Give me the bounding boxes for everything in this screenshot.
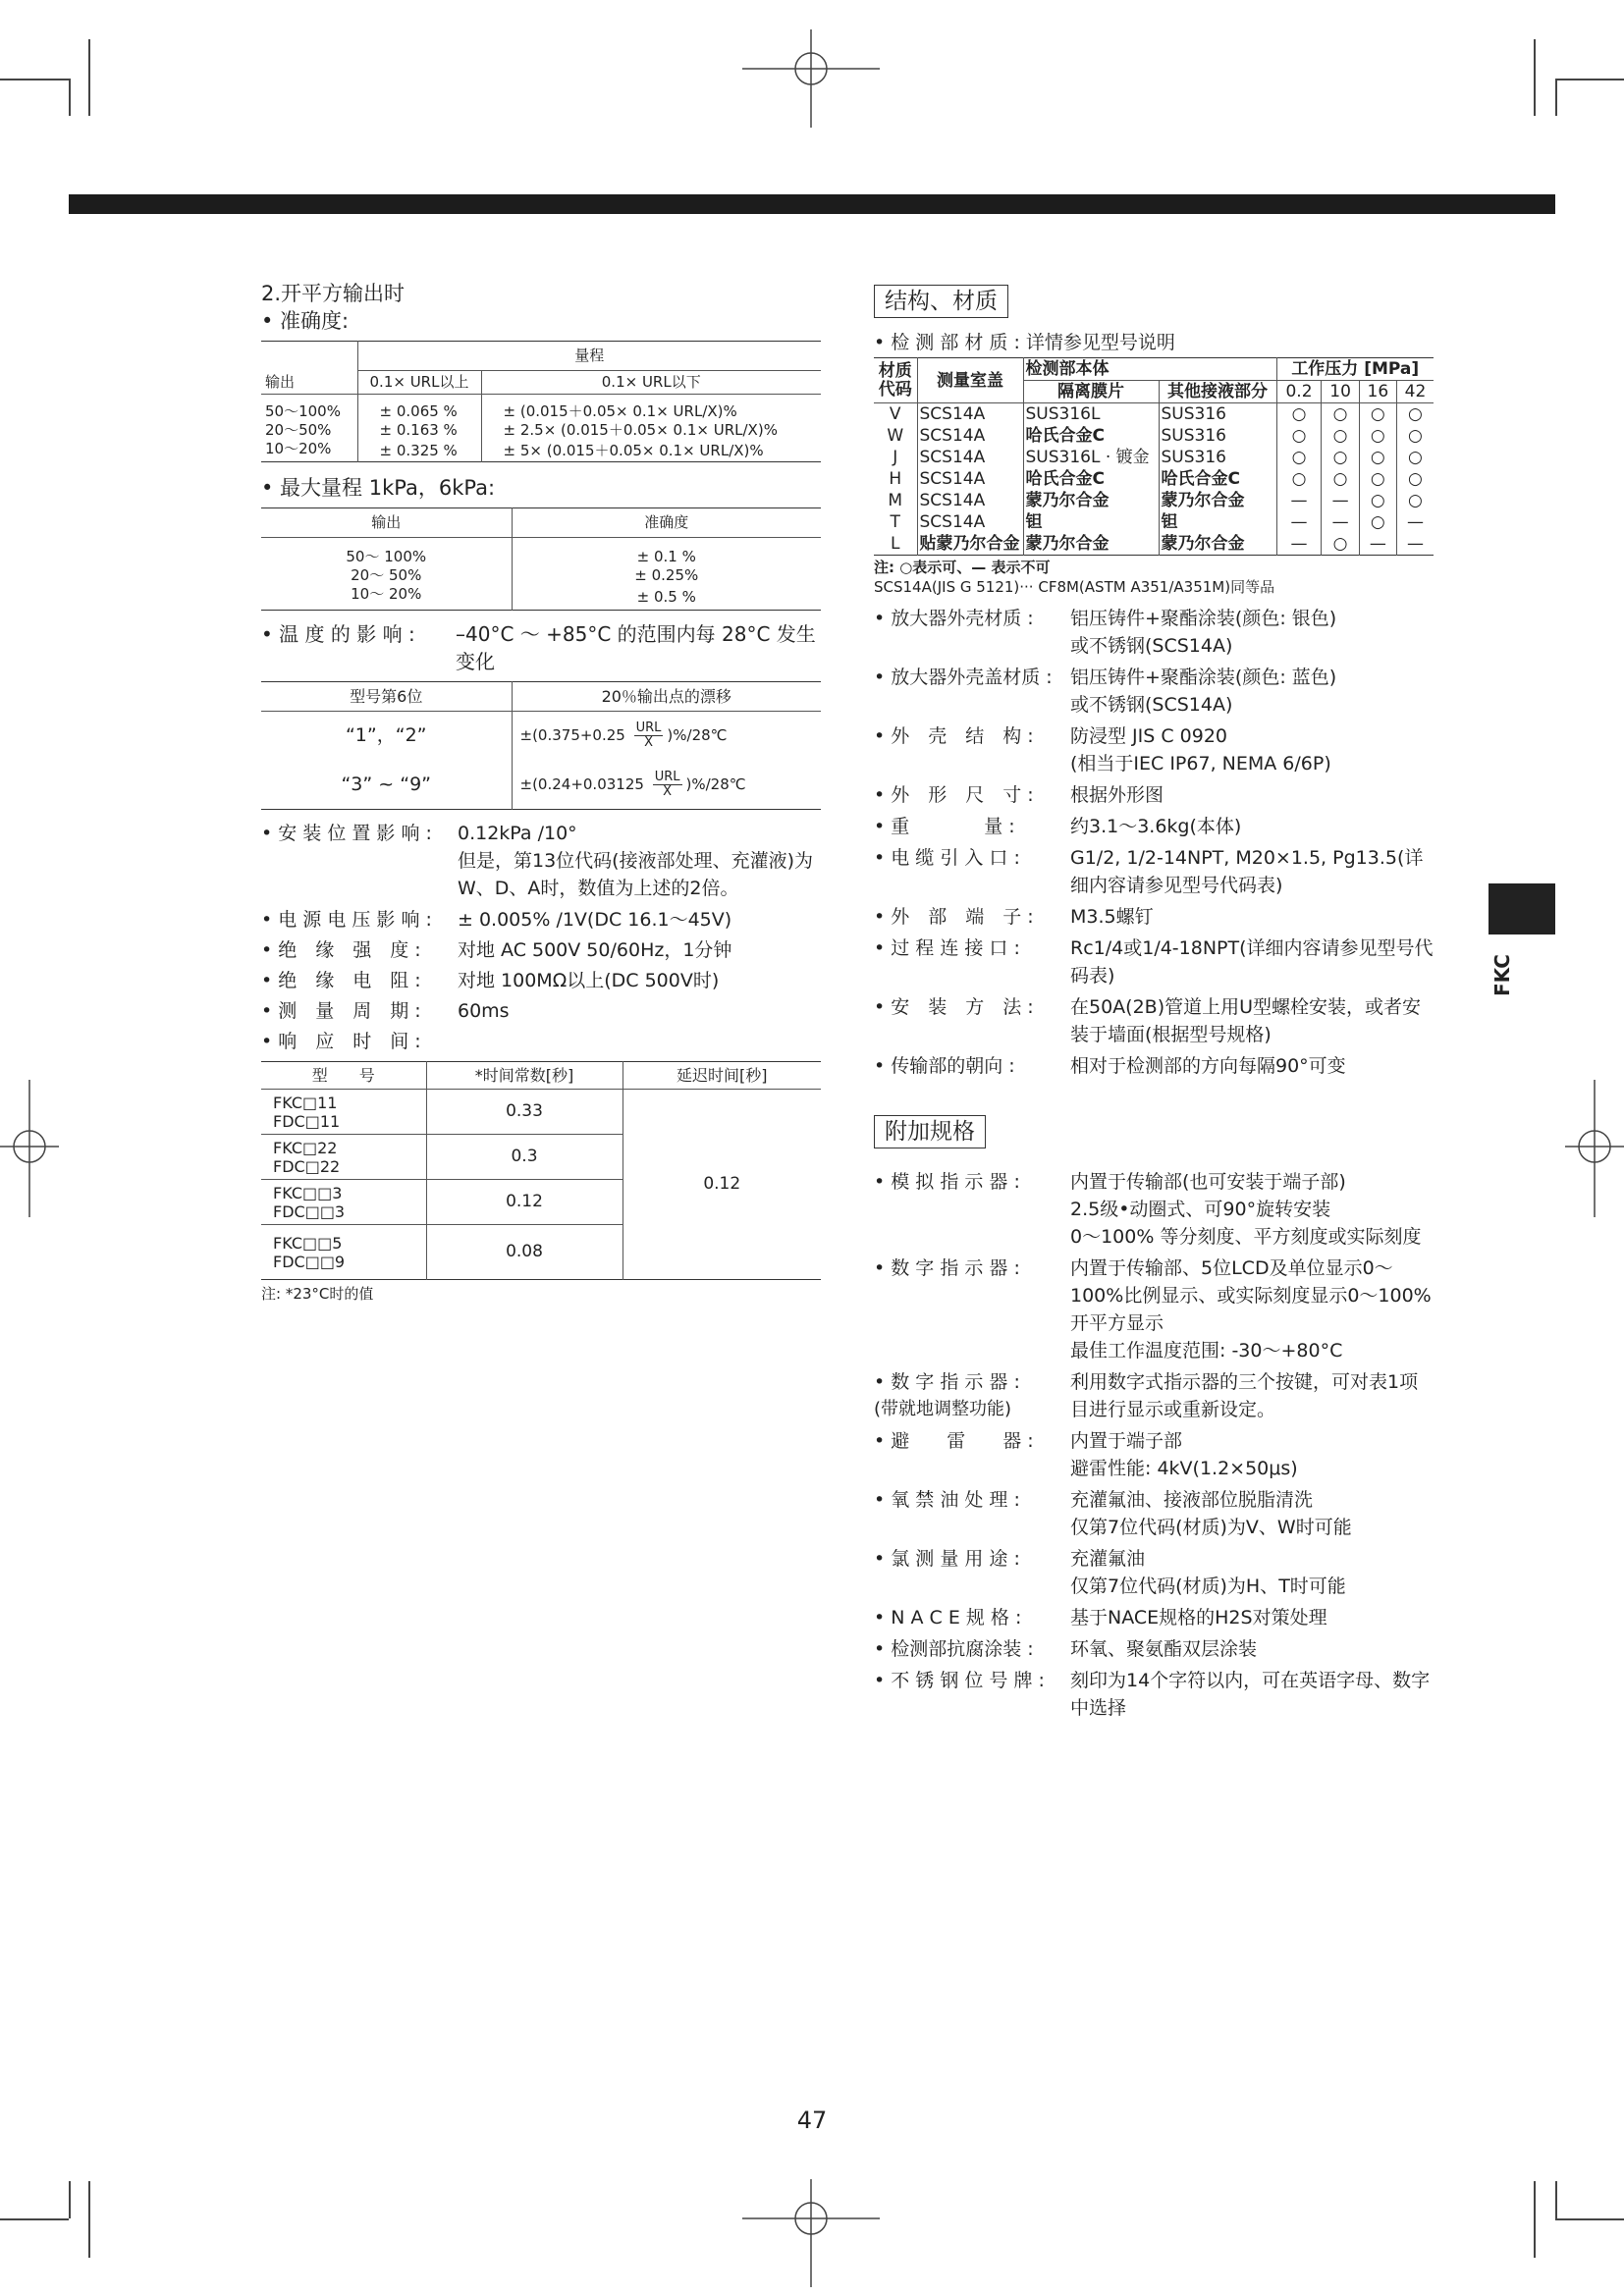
row-out: 50～ 100% [261,538,512,567]
spec-value: (相当于IEC IP67, NEMA 6/6P) [1070,753,1331,774]
maxrange-table [261,507,821,611]
spec-key: • 数 字 指 示 器 : [874,1371,1020,1393]
press-mark: ○ [1396,468,1434,490]
crop-mark [88,39,90,116]
spec-key: (带就地调整功能) [874,1399,1012,1419]
spec-key: • 检测部抗腐涂装 : [874,1638,1034,1660]
cover: 贴蒙乃尔合金 [917,533,1023,556]
spec-value: 充灌氟油、接液部位脱脂清洗 [1070,1489,1314,1511]
fraction [634,721,664,750]
press-mark: ○ [1396,403,1434,426]
spec-key: • 过 程 连 接 口 : [874,937,1020,959]
spec-value: 基于NACE规格的H2S对策处理 [1070,1607,1327,1629]
spec-row [874,1635,1434,1663]
spec-value: 铝压铸件+聚酯涂装(颜色: 银色) [1070,608,1337,629]
col-press-value: 16 [1359,381,1396,403]
spec-key: • 温 度 的 影 响 : [261,622,415,646]
spec-key: • 氯 测 量 用 途 : [874,1548,1020,1570]
spec-key: • 放大器外壳材质 : [874,608,1034,629]
other: 蒙乃尔合金 [1159,490,1276,511]
spec-key [261,847,458,902]
crop-mark [69,2181,71,2218]
crop-mark [1555,79,1624,80]
model-line: FDC□11 [273,1111,341,1131]
cover: SCS14A [917,447,1023,468]
code: J [893,448,898,467]
spec-row [874,993,1434,1048]
spec-row [874,1455,1434,1482]
spec-value: 对地 100MΩ以上(DC 500V时) [458,970,720,991]
spec-row [874,934,1434,989]
spec-row [874,813,1434,840]
material-note: SCS14A(JIS G 5121)··· CF8M(ASTM A351/A351M)同等品 [874,578,1275,596]
spec-value-line: 变化 [456,650,495,673]
other: SUS316 [1159,403,1276,426]
press-mark: ○ [1359,511,1396,533]
left-column [261,280,821,1304]
formula-suffix: )%/28℃ [667,726,728,745]
spec-value: M3.5螺钉 [1070,906,1154,928]
response-note: 注: *23°C时的值 [261,1285,374,1303]
section-heading-structure: 结构、材质 [874,285,1008,318]
row-model [261,1090,426,1135]
col-cover: 测量室盖 [917,358,1023,403]
code: H [889,469,902,489]
spec-key: • 模 拟 指 示 器 : [874,1171,1020,1193]
registration-mark [742,29,880,128]
press-mark: ○ [1276,447,1322,468]
spec-key: • 安 装 位 置 影 响 : [261,823,432,844]
spec-value: 环氧、聚氨酯双层涂装 [1070,1638,1258,1660]
press-mark: ○ [1396,490,1434,511]
spec-value: 刻印为14个字符以内，可在英语字母、数字中选择 [1070,1670,1431,1719]
spec-key [874,1223,1070,1251]
crop-mark [69,79,71,116]
spec-value: 内置于端子部 [1070,1430,1183,1452]
spec-row [874,781,1434,809]
crop-mark [1555,2181,1557,2218]
section-title: 2.开平方输出时 [261,282,406,305]
spec-key: • N A C E 规 格 : [874,1607,1022,1629]
col-b: 0.1× URL以下 [481,371,821,395]
spec-row [874,1427,1434,1455]
spec-value-line: –40°C ～ +85°C 的范围内每 28°C 发生 [456,622,816,646]
row-out: 20～50% [265,421,332,439]
spec-value [1070,1396,1434,1423]
spec-row [261,997,821,1025]
spec-row [261,847,821,902]
cover: SCS14A [917,468,1023,490]
spec-row [874,1255,1434,1337]
col-model: 型 号 [311,1066,375,1085]
model-line: FKC□□5 [273,1233,343,1253]
col-code: 材质代码 [878,360,912,400]
row-model: “1”，“2” [261,712,512,761]
temp-spec [261,620,821,675]
code: M [888,491,903,510]
spec-row [874,722,1434,750]
spec-key: • 绝 缘 电 阻 : [261,970,421,991]
spec-key [874,1337,1070,1364]
cover: SCS14A [917,511,1023,533]
spec-value: 对地 AC 500V 50/60Hz，1分钟 [458,939,732,961]
crop-mark [0,79,69,80]
spec-value: 0.12kPa /10° [458,823,577,844]
spec-value: 但是，第13位代码(接液部处理、充灌液)为W、D、A时，数值为上述的2倍。 [458,850,814,899]
press-mark: — [1276,533,1322,556]
spec-row [874,605,1434,632]
spec-key [874,1455,1070,1482]
header-bar [69,194,1555,214]
formula-suffix: )%/28℃ [685,774,746,793]
spec-value [458,1028,821,1055]
code: V [874,403,917,426]
spec-key: • 不 锈 钢 位 号 牌 : [874,1670,1045,1691]
press-mark: ○ [1322,468,1359,490]
spec-row [874,664,1434,691]
crop-mark [1534,39,1536,116]
spec-key: • 传输部的朝向 : [874,1055,1015,1077]
spec-value: 相对于检测部的方向每隔90°可变 [1070,1055,1346,1077]
spec-value: 避雷性能: 4kV(1.2×50μs) [1070,1458,1298,1479]
spec-row [874,1486,1434,1514]
row-b: ± 5× (0.015＋0.05× 0.1× URL/X)% [481,440,821,462]
accuracy-label: • 准确度: [261,309,350,333]
cover: SCS14A [917,403,1023,426]
model-line: FDC□□3 [273,1201,346,1221]
model-line: FKC□22 [273,1138,338,1157]
press-mark: ○ [1322,425,1359,447]
spec-key: • 绝 缘 强 度 : [261,939,421,961]
formula-expr: 0.24+0.03125 [537,774,644,793]
material-note: 注: ○表示可、— 表示不可 [874,559,1051,576]
section-heading-options: 附加规格 [874,1115,986,1148]
spec-key: • 氧 禁 油 处 理 : [874,1489,1020,1511]
col-delay: 延迟时间[秒] [623,1062,821,1090]
crop-mark [1534,2181,1536,2258]
spec-key [874,1514,1070,1541]
row-out: 10～ 20% [351,585,422,603]
spec-key: • 数 字 指 示 器 : [874,1257,1020,1279]
accuracy-table [261,341,821,462]
diaph: 哈氏合金C [1023,468,1159,490]
diaph: SUS316L · 镀金 [1023,447,1159,468]
spec-value: Rc1/4或1/4-18NPT(详细内容请参见型号代码表) [1070,937,1434,987]
press-mark: — [1322,511,1359,533]
model-line: FKC□□3 [273,1183,343,1202]
spec-key: • 避 雷 器 : [874,1430,1034,1452]
col-model: 型号第6位 [350,687,423,706]
spec-row [874,1514,1434,1541]
other: SUS316 [1159,425,1276,447]
press-mark: ○ [1322,533,1359,556]
row-acc: ± 0.25% [512,566,821,585]
spec-row [261,906,821,934]
row-tc: 0.08 [426,1225,623,1280]
spec-value: 或不锈钢(SCS14A) [1070,694,1233,716]
spec-row [874,750,1434,777]
fraction-numerator: URL [654,769,680,784]
spec-row [874,1052,1434,1080]
crop-mark [1555,79,1557,116]
press-mark: ○ [1359,447,1396,468]
spec-row [874,1667,1434,1722]
row-model [261,1135,426,1180]
diaph: SUS316L [1023,403,1159,426]
crop-mark [0,2218,69,2220]
other: SUS316 [1159,447,1276,468]
press-mark: ○ [1276,403,1322,426]
col-output: 输出 [265,373,296,391]
spec-value: 2.5级•动圈式、可90°旋转安装 [1070,1199,1331,1220]
spec-row [874,1168,1434,1196]
spec-value: 60ms [458,1000,510,1022]
row-tc: 0.33 [426,1090,623,1135]
col-diaph: 隔离膜片 [1023,381,1159,403]
side-tab [1489,883,1555,934]
press-mark: ○ [1322,447,1359,468]
press-mark: ○ [1359,425,1396,447]
spec-value: 利用数字式指示器的三个按键，可对表1项目进行显示或重新设定。 [1070,1371,1419,1420]
row-tc: 0.3 [426,1135,623,1180]
spec-value: 内置于传输部(也可安装于端子部) [1070,1171,1346,1193]
spec-row [874,1604,1434,1631]
spec-key [874,1573,1070,1600]
press-mark: — [1322,490,1359,511]
drift-formula [512,761,821,810]
side-tab-label: FKC [1490,954,1514,996]
model-line: FDC□□9 [273,1252,346,1271]
diaph: 钽 [1023,511,1159,533]
other: 钽 [1159,511,1276,533]
fraction-denominator: X [663,783,673,799]
spec-key: • 外 部 端 子 : [874,906,1034,928]
spec-row [261,967,821,994]
material-table [874,357,1434,556]
spec-row [874,1223,1434,1251]
row-out: 50～100% [261,395,357,422]
col-range: 量程 [357,342,821,371]
formula-expr: 0.375+0.25 [537,726,625,745]
row-model [261,1180,426,1225]
spec-row [261,936,821,964]
spec-row [874,1573,1434,1600]
diaph: 蒙乃尔合金 [1023,490,1159,511]
spec-key: • 外 壳 结 构 : [874,725,1034,747]
row-model [261,1225,426,1280]
cover: SCS14A [917,425,1023,447]
spec-row [874,1196,1434,1223]
col-acc: 准确度 [512,508,821,538]
press-mark: — [1396,511,1434,533]
spec-value: 在50A(2B)管道上用U型螺栓安装，或者安装于墙面(根据型号规格) [1070,996,1422,1045]
spec-value: 最佳工作温度范围: -30～+80°C [1070,1340,1343,1362]
spec-key: • 安 装 方 法 : [874,996,1034,1018]
spec-value: 防浸型 JIS C 0920 [1070,725,1228,747]
row-out: 20～ 50% [351,566,422,584]
model-line: FKC□11 [273,1093,338,1112]
registration-mark [742,2179,880,2296]
press-mark: ○ [1359,403,1396,426]
spec-key: • 放大器外壳盖材质 : [874,667,1053,688]
spec-value: 充灌氟油 [1070,1548,1146,1570]
response-table [261,1061,821,1280]
col-output: 输出 [371,513,402,531]
press-mark: ○ [1276,468,1322,490]
spec-row [874,844,1434,899]
spec-row [874,903,1434,931]
spec-key: • 电 缆 引 入 口 : [874,847,1020,869]
fraction [653,771,682,799]
row-b: ± (0.015＋0.05× 0.1× URL/X)% [481,395,821,422]
spec-value [456,620,821,675]
page-number: 47 [796,2107,828,2134]
press-mark: — [1276,511,1322,533]
diaph: 哈氏合金C [1023,425,1159,447]
code: T [890,512,900,532]
spec-value: ± 0.005% /1V(DC 16.1～45V) [458,909,732,931]
structure-specs [874,605,1434,1080]
left-specs [261,820,821,1055]
spec-key: • 测 量 周 期 : [261,1000,421,1022]
cover: SCS14A [917,490,1023,511]
registration-mark [0,1080,59,1217]
spec-value: 0～100% 等分刻度、平方刻度或实际刻度 [1070,1226,1422,1248]
row-out: 10～20% [265,440,332,457]
code: W [887,426,904,446]
col-tc: *时间常数[秒] [426,1062,623,1090]
spec-value: 仅第7位代码(材质)为V、W时可能 [1070,1517,1352,1538]
material-label: • 检 测 部 材 质 : 详情参见型号说明 [874,332,1175,353]
col-a: 0.1× URL以上 [357,371,481,395]
spec-key: • 重 量 : [874,816,1015,837]
row-acc: ± 0.1 % [512,538,821,567]
spec-row [874,632,1434,660]
spec-value: 约3.1～3.6kg(本体) [1070,816,1242,837]
press-mark: ○ [1359,468,1396,490]
row-a: ± 0.163 % [357,421,481,440]
row-a: ± 0.325 % [357,440,481,462]
formula-prefix: ±( [519,774,538,793]
spec-row [261,1028,821,1055]
spec-key: • 外 形 尺 寸 : [874,784,1034,806]
row-model: “3” ~ “9” [341,773,432,795]
col-body: 检测部本体 [1023,358,1276,381]
crop-mark [1555,2218,1624,2220]
spec-key: • 电 源 电 压 影 响 : [261,909,432,931]
row-acc: ± 0.5 % [512,585,821,611]
press-mark: — [1276,490,1322,511]
drift-formula [512,712,821,761]
row-b: ± 2.5× (0.015＋0.05× 0.1× URL/X)% [481,421,821,440]
spec-value: 根据外形图 [1070,784,1164,806]
option-specs [874,1168,1434,1722]
press-mark: — [1396,533,1434,556]
col-press-value: 10 [1322,381,1359,403]
fraction-numerator: URL [635,721,662,736]
spec-value: 内置于传输部、5位LCD及单位显示0～100%比例显示、或实际刻度显示0～100%开平方显示 [1070,1257,1432,1334]
model-line: FDC□22 [273,1156,341,1176]
col-press-value: 0.2 [1276,381,1322,403]
diaph: 蒙乃尔合金 [1023,533,1159,556]
press-mark: ○ [1276,425,1322,447]
code: L [891,534,900,554]
spec-key [874,1196,1070,1223]
col-press: 工作压力 [MPa] [1276,358,1434,381]
spec-value: 铝压铸件+聚酯涂装(颜色: 蓝色) [1070,667,1337,688]
other: 蒙乃尔合金 [1159,533,1276,556]
press-mark: ○ [1396,447,1434,468]
col-press-value: 42 [1396,381,1434,403]
press-mark: ○ [1322,403,1359,426]
drift-table [261,681,821,810]
spec-row [261,820,821,847]
spec-row [874,1396,1434,1423]
registration-mark [1565,1080,1624,1217]
formula-prefix: ±( [519,726,538,745]
spec-row [874,1337,1434,1364]
crop-mark [88,2181,90,2258]
spec-row [874,691,1434,719]
press-mark: ○ [1396,425,1434,447]
col-drift: 20％输出点的漂移 [512,682,821,712]
press-mark: ○ [1359,490,1396,511]
delay-value: 0.12 [623,1090,821,1280]
maxrange-label: • 最大量程 1kPa，6kPa: [261,476,496,500]
spec-row [874,1545,1434,1573]
spec-value: 仅第7位代码(材质)为H、T时可能 [1070,1575,1346,1597]
fraction-denominator: X [644,735,653,751]
spec-key [874,632,1070,660]
row-a: ± 0.065 % [357,395,481,422]
spec-key: • 响 应 时 间 : [261,1031,421,1052]
spec-key [874,750,1070,777]
right-column [874,285,1434,1722]
spec-key [874,691,1070,719]
spec-value: 或不锈钢(SCS14A) [1070,635,1233,657]
row-tc: 0.12 [426,1180,623,1225]
spec-value: G1/2, 1/2-14NPT, M20×1.5, Pg13.5(详细内容请参见型号代码表) [1070,847,1424,896]
other: 哈氏合金C [1159,468,1276,490]
col-other: 其他接液部分 [1159,381,1276,403]
press-mark: — [1359,533,1396,556]
